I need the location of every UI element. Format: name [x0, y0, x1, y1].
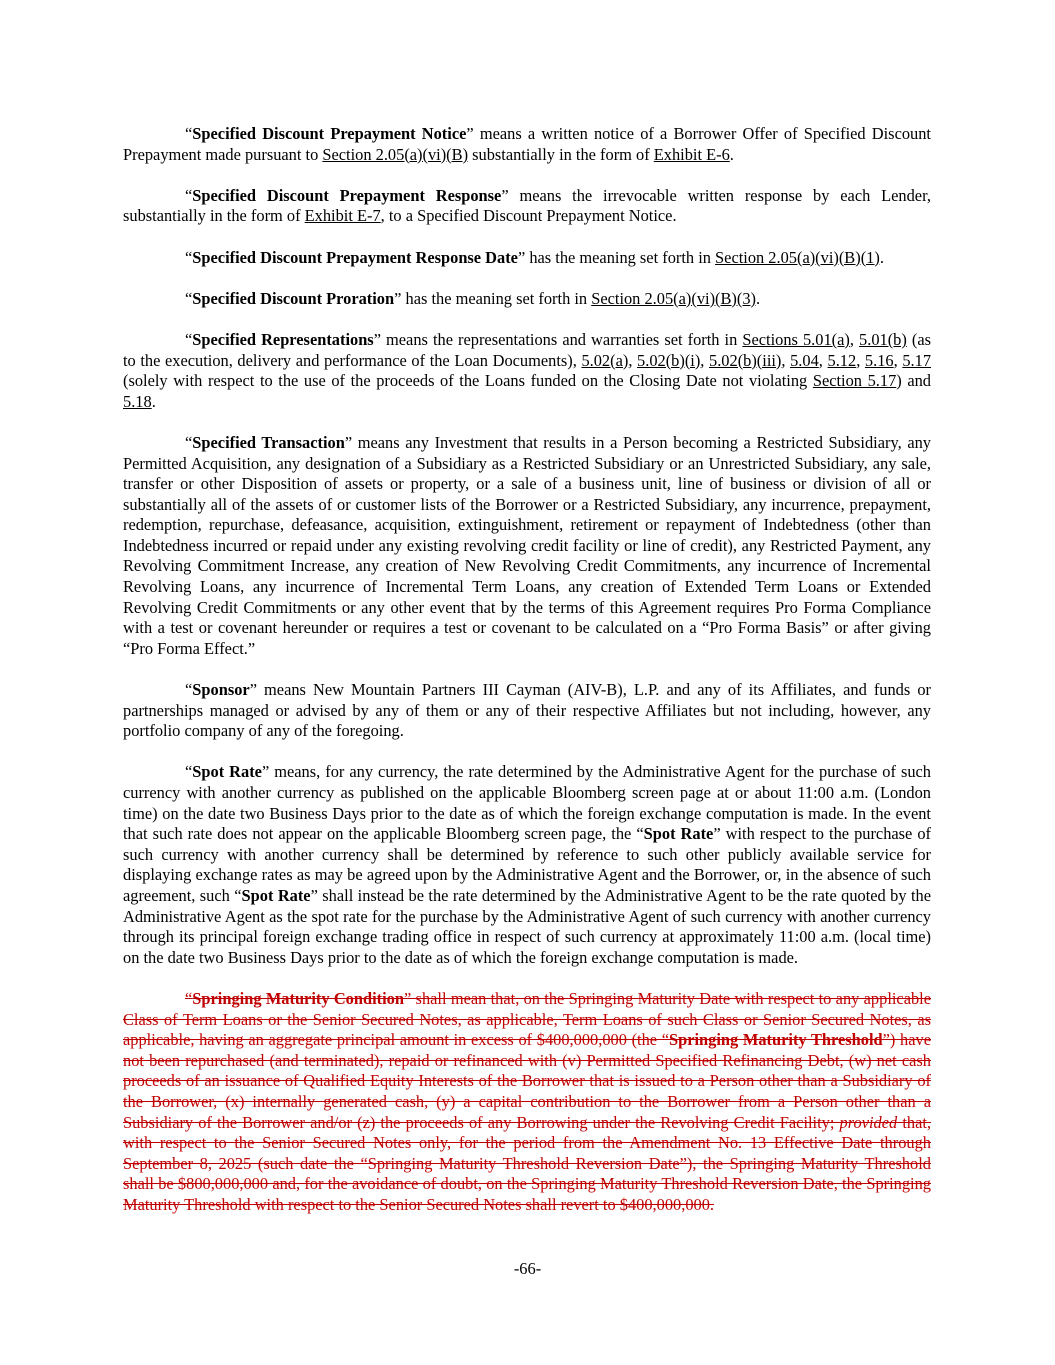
text-run: ) and [896, 371, 931, 391]
text-run: “ [185, 329, 193, 349]
text-run: “ [185, 432, 193, 452]
cross-reference: Sections 5.01(a) [742, 329, 850, 349]
text-run: ” means, for any currency, the rate determined by the Administrative Agent for the purchase of such currency with another currency as published on the applicable Bloomberg screen page at or about 11:00 a.m. (London time) on the date two Business Days prior to the date as of which the foreign exchange computation is made. In the event that such rate does not appear on the applicable Bloomberg screen page, the “ [123, 762, 932, 844]
text-run: “ [185, 680, 193, 700]
text-run: , [818, 350, 828, 370]
cross-reference: Section 2.05(a)(vi)(B) [322, 144, 469, 164]
text-run: ” means any Investment that results in a Person becoming a Restricted Subsidiary, any Permitted Acquisition, any designation of a Subsidiary as a Restricted Subsidiary or an Unrestricted Subsidiary, any sale, transfer or other Disposition of assets or property, or a sale of a business unit, line of business or division of all or substantially all of the assets of or customer lists of the Borrower or a Restricted Subsidiary, any incurrence, prepayment, redemption, repurchase, defeasance, acquisition, extinguishment, retirement or repayment of Indebtedness (other than Indebtedness incurred or repaid under any existing revolving credit facility or line of credit), any Restricted Payment, any Revolving Commitment Increase, any creation of New Revolving Credit Commitments, any incurrence of Incremental Revolving Loans, any incurrence of Incremental Term Loans, any creation of Extended Term Loans or Extended Revolving Credit Commitments or any other event that by the terms of this Agreement requires Pro Forma Compliance with a test or covenant hereunder or requires a test or covenant to be calculated on a “Pro Forma Basis” or after giving “Pro Forma Effect.” [123, 432, 931, 658]
text-run: , [700, 350, 710, 370]
text-run: “ [185, 185, 193, 205]
cross-reference: 5.12 [827, 350, 857, 370]
text-run: ” means a written notice of a Borrower Offer of Specified Discount Prepayment made pursuant to [123, 124, 931, 164]
defined-term: Springing Maturity Condition [192, 988, 404, 1008]
text-run: ” means New Mountain Partners III Cayman (AIV-B), L.P. and any of its Affiliates, and funds or partnerships managed or advised by any of them or any of their respective Affiliates but not including, however, any portfolio company of any of the foregoing. [123, 680, 931, 741]
cross-reference: Section 2.05(a)(vi)(B)(1) [715, 247, 880, 267]
text-run: ”) have not been repurchased (and terminated), repaid or refinanced with (v) Permitted Specified Refinancing Debt, (w) net cash proceeds of an issuance of Qualified Equity Interests of the Borrower that is issued to a Person other than a Subsidiary of the Borrower, (x) internally generated cash, (y) a capital contribution to the Borrower from a Person other than a Subsidiary of the Borrower and/or (z) the proceeds of any Borrowing under the Revolving Credit Facility; [123, 1030, 931, 1132]
definition-paragraph [123, 680, 931, 742]
definition-paragraph [123, 289, 931, 310]
page-number: -66- [513, 1259, 542, 1278]
text-run: ” has the meaning set forth in [517, 247, 716, 267]
text-run: , to a Specified Discount Prepayment Notice. [380, 206, 677, 226]
defined-term: Specified Discount Prepayment Notice [192, 124, 467, 143]
cross-reference: Exhibit E-7 [304, 206, 381, 226]
definition-paragraph [123, 124, 931, 165]
text-run: , [849, 329, 860, 349]
defined-term: Specified Discount Proration [192, 288, 395, 308]
cross-reference: 5.18 [123, 391, 152, 411]
defined-term: Specified Discount Prepayment Response Date [192, 247, 518, 267]
definition-paragraph [123, 433, 931, 660]
defined-term: Spot Rate [643, 824, 714, 844]
text-run: provided [839, 1112, 898, 1132]
defined-term: Specified Representations [192, 329, 374, 349]
cross-reference: Section 5.17 [812, 371, 897, 391]
text-run: . [151, 391, 156, 411]
text-run: that, with respect to the Senior Secured Notes only, for the period from the Amendment No. 13 Effective Date through September 8, 2025 (such date the “Springing Maturity Threshold Reversion Date”), the Springing Maturity Threshold shall be $800,000,000 and, for the avoidance of doubt, on the Springing Maturity Threshold Reversion Date, the Springing Maturity Threshold with respect to the Senior Secured Notes shall revert to $400,000,000. [123, 1112, 931, 1214]
text-run: (as to the execution, delivery and performance of the Loan Documents), [123, 329, 932, 370]
text-run: ” has the meaning set forth in [394, 288, 592, 308]
text-run: . [755, 288, 761, 308]
cross-reference: 5.04 [790, 350, 819, 370]
cross-reference: 5.02(a) [581, 350, 629, 370]
text-run: “ [185, 988, 193, 1008]
text-run: ” with respect to the purchase of such currency with another currency shall be determined by reference to such other publicly available service for displaying exchange rates as may be agreed upon by the Administrative Agent and the Borrower, or, in the absence of such agreement, such “ [123, 824, 932, 905]
definition-paragraph [123, 186, 931, 227]
text-run: , [893, 350, 903, 370]
text-run: “ [185, 762, 193, 782]
cross-reference: Section 2.05(a)(vi)(B)(3) [591, 288, 756, 308]
document-body [123, 124, 931, 1215]
defined-term: Sponsor [192, 680, 250, 700]
text-run: “ [185, 288, 193, 308]
deleted-paragraph [123, 989, 931, 1216]
defined-term: Spot Rate [241, 885, 311, 905]
definition-paragraph [123, 330, 931, 412]
cross-reference: 5.16 [864, 350, 894, 370]
text-run: ” shall instead be the rate determined by the Administrative Agent to be the rate quoted by the Administrative Agent as the spot rate for the purchase by the Administrative Agent of such currency with another currency through its principal foreign exchange trading office in respect of such currency at approximately 11:00 a.m. (local time) on the date two Business Days prior to the date as of which the foreign exchange computation is made. [123, 885, 931, 967]
text-run: substantially in the form of [468, 144, 654, 164]
defined-term: Specified Discount Prepayment Response [192, 185, 502, 205]
cross-reference: 5.02(b)(iii) [709, 350, 782, 370]
text-run: ” means the irrevocable written response by each Lender, substantially in the form of [123, 185, 931, 226]
text-run: ” means the representations and warranties set forth in [373, 329, 743, 349]
text-run: “ [185, 247, 193, 267]
definition-paragraph [123, 248, 931, 269]
definition-paragraph [123, 762, 931, 968]
text-run: “ [185, 124, 193, 143]
defined-term: Specified Transaction [192, 432, 345, 452]
text-run: , [781, 350, 791, 370]
defined-term: Springing Maturity Threshold [669, 1030, 883, 1050]
text-run: , [628, 350, 638, 370]
cross-reference: Exhibit E-6 [653, 144, 730, 164]
cross-reference: 5.02(b)(i) [637, 350, 701, 370]
cross-reference: 5.17 [902, 350, 932, 370]
text-run: ” shall mean that, on the Springing Maturity Date with respect to any applicable Class of Term Loans or the Senior Secured Notes, as applicable, Term Loans of such Class or Senior Secured Notes, as applicable, having an aggregate principal amount in excess of $400,000,000 (the “ [123, 988, 931, 1050]
text-run: . [729, 144, 734, 164]
cross-reference: 5.01(b) [859, 329, 907, 349]
defined-term: Spot Rate [192, 762, 262, 782]
text-run: . [879, 247, 884, 267]
text-run: , [856, 350, 865, 370]
text-run: (solely with respect to the use of the proceeds of the Loans funded on the Closing Date not violating [123, 371, 813, 391]
